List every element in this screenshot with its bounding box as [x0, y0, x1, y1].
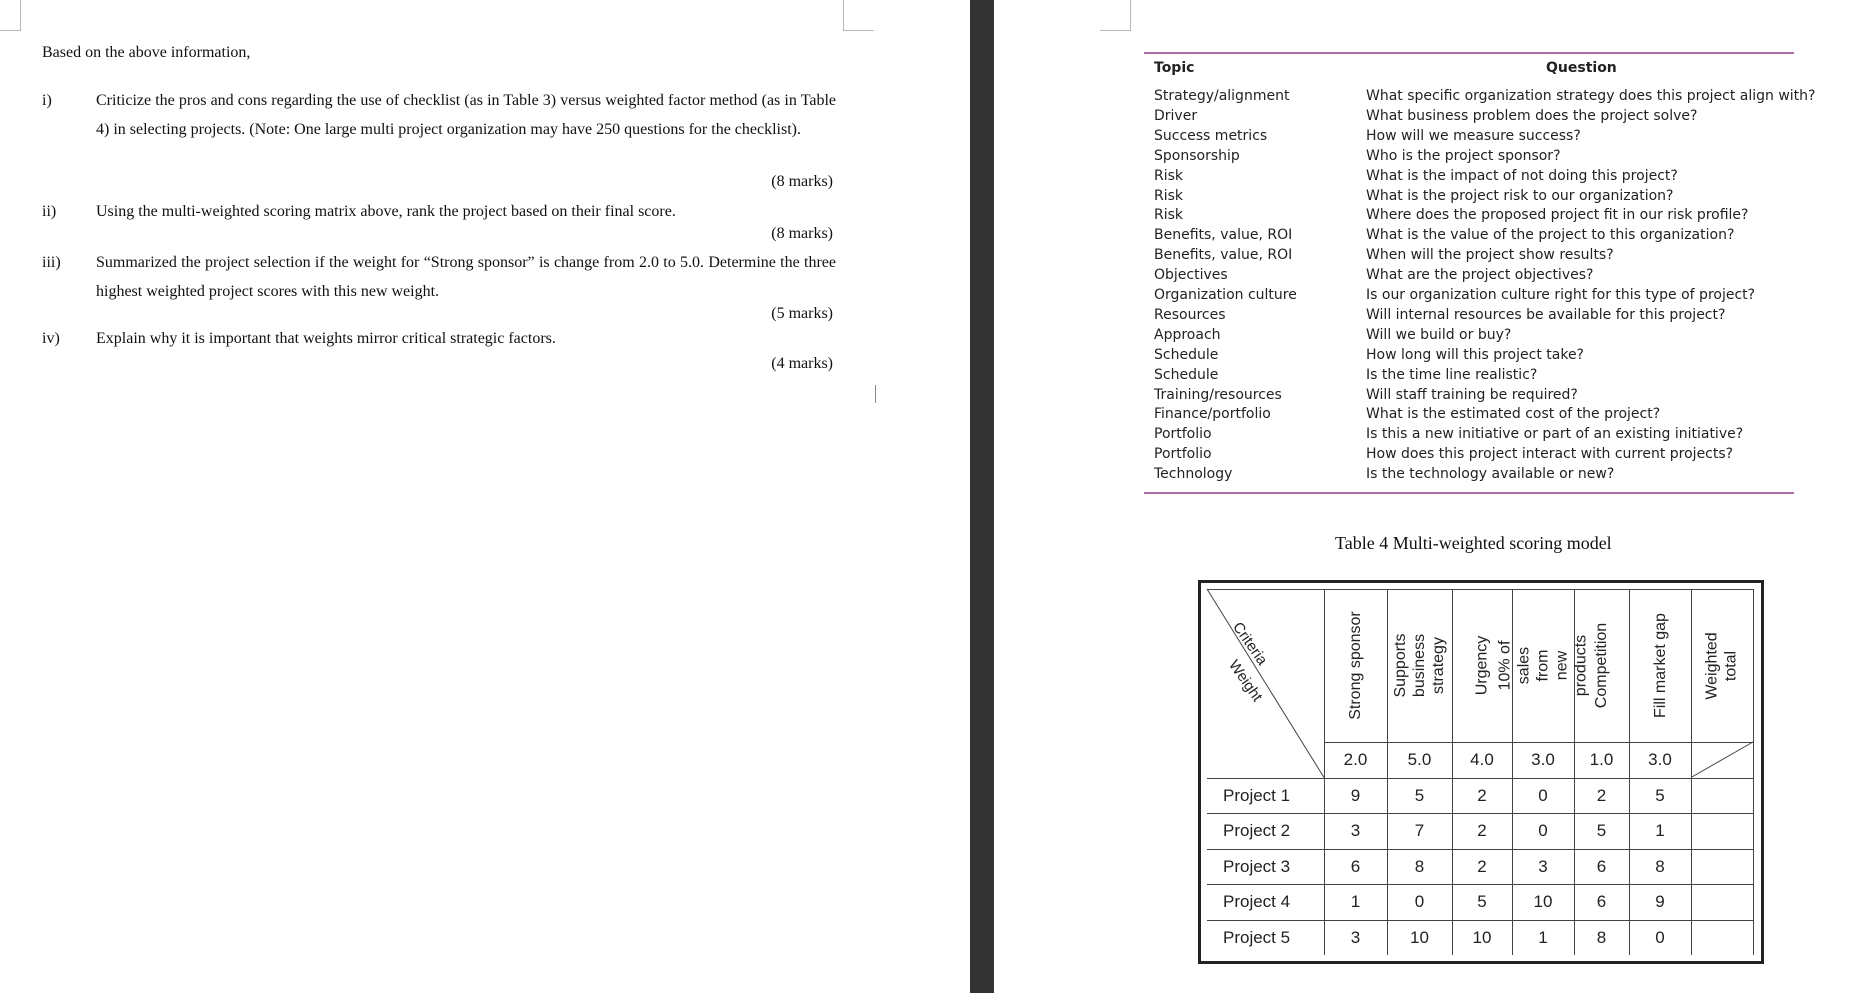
question-cell: How long will this project take?: [1366, 346, 1584, 363]
score-cell: 5: [1477, 892, 1487, 911]
score-cell: 1: [1655, 821, 1665, 840]
topic-cell: Resources: [1154, 306, 1226, 323]
column-header-label: Urgency: [1473, 635, 1491, 696]
column-header-label: Supports business strategy: [1392, 633, 1447, 698]
column-header-label: 10% of sales from new products: [1496, 634, 1590, 697]
corner-criteria-label: Criteria: [1229, 619, 1271, 669]
score-cell: 7: [1414, 821, 1425, 840]
crop-mark-left-top-right: [843, 0, 874, 31]
topic-cell: Benefits, value, ROI: [1154, 227, 1293, 244]
column-header-label: Weighted total: [1704, 631, 1740, 700]
weight-cell: 4.0: [1470, 750, 1494, 769]
topic-cell: Portfolio: [1154, 446, 1212, 463]
topic-cell: Driver: [1154, 107, 1198, 124]
column-header: [1629, 589, 1691, 742]
topic-cell: Success metrics: [1154, 127, 1268, 144]
crop-mark-right-top: [1100, 0, 1131, 31]
table4-caption: Table 4 Multi-weighted scoring model: [1335, 533, 1612, 553]
question-cell: Who is the project sponsor?: [1366, 147, 1561, 164]
question-cell: Is our organization culture right for this type of project?: [1366, 287, 1756, 303]
question-number: ii): [42, 203, 57, 220]
score-cell: 2: [1596, 785, 1607, 805]
question-cell: Is the time line realistic?: [1366, 366, 1538, 383]
page-divider: [970, 0, 994, 993]
topic-cell: Schedule: [1154, 366, 1219, 383]
project-name: Project 1: [1223, 785, 1291, 805]
question-number: iv): [42, 330, 60, 347]
question-cell: How does this project interact with current projects?: [1366, 446, 1734, 463]
question-text: Using the multi-weighted scoring matrix above, rank the project based on their final score.: [96, 203, 676, 220]
column-header: [1324, 589, 1387, 742]
scoring-matrix: [1198, 580, 1764, 964]
question-cell: Will internal resources be available for this project?: [1366, 306, 1726, 323]
score-cell: 3: [1538, 856, 1548, 876]
question-marks: (4 marks): [771, 355, 833, 372]
score-cell: 0: [1414, 892, 1425, 911]
table-top-rule: [1144, 52, 1794, 54]
score-cell: 2: [1477, 856, 1487, 876]
question-cell: Where does the proposed project fit in our risk profile?: [1366, 207, 1749, 224]
weight-cell: 3.0: [1648, 750, 1672, 769]
score-cell: 9: [1655, 892, 1665, 911]
topic-cell: Technology: [1154, 466, 1233, 483]
weight-cell: 5.0: [1407, 750, 1432, 769]
topic-cell: Portfolio: [1154, 426, 1212, 443]
score-cell: 6: [1350, 856, 1361, 876]
question-cell: What are the project objectives?: [1366, 267, 1594, 284]
project-name: Project 4: [1223, 892, 1291, 911]
table-bottom-rule: [1144, 492, 1794, 494]
score-cell: 6: [1596, 856, 1607, 876]
score-cell: 6: [1596, 892, 1607, 911]
topic-cell: Sponsorship: [1154, 147, 1240, 164]
score-cell: 0: [1538, 821, 1548, 840]
topic-cell: Schedule: [1154, 346, 1219, 363]
topic-cell: Finance/portfolio: [1154, 406, 1271, 423]
weight-cell: 3.0: [1531, 750, 1555, 769]
score-cell: 0: [1655, 927, 1665, 947]
crop-mark-left-top: [0, 0, 21, 31]
score-cell: 5: [1414, 785, 1425, 805]
topic-cell: Strategy/alignment: [1154, 88, 1290, 104]
question-cell: What specific organization strategy does this project align with?: [1366, 88, 1816, 104]
corner-diagonal: [1207, 589, 1324, 778]
project-name: Project 2: [1223, 821, 1291, 840]
question-number: iii): [42, 254, 61, 271]
score-cell: 2: [1477, 821, 1487, 840]
question-cell: What is the value of the project to this organization?: [1366, 227, 1735, 244]
question-cell: What is the impact of not doing this project?: [1366, 167, 1678, 184]
topic-cell: Organization culture: [1154, 287, 1297, 303]
question-cell: When will the project show results?: [1366, 247, 1614, 264]
project-name: Project 5: [1223, 927, 1291, 947]
question-marks: (5 marks): [771, 305, 833, 322]
column-header-label: Fill market gap: [1651, 613, 1669, 718]
project-name: Project 3: [1223, 856, 1291, 876]
column-header: [1691, 589, 1753, 742]
score-cell: 9: [1350, 785, 1361, 805]
intro-text: Based on the above information,: [42, 44, 251, 61]
question-cell: Will staff training be required?: [1366, 386, 1578, 403]
score-cell: 2: [1477, 785, 1487, 805]
score-cell: 8: [1655, 856, 1665, 876]
question-cell: Is the technology available or new?: [1366, 466, 1615, 483]
question-text: Criticize the pros and cons regarding the use of checklist (as in Table 3) versus weighted factor method (as in Table 4) in selecting projects. (Note: One large multi project organization may have 250 questions for the checklist).: [96, 92, 836, 138]
score-cell: 10: [1472, 927, 1492, 947]
topic-cell: Risk: [1154, 167, 1184, 184]
corner-weight-label: Weight: [1225, 657, 1266, 705]
topic-cell: Objectives: [1154, 267, 1228, 284]
score-cell: 8: [1596, 927, 1607, 947]
question-number: i): [42, 92, 52, 109]
column-header: [1496, 589, 1590, 742]
column-header-label: Competition: [1593, 622, 1610, 709]
weight-cell: 2.0: [1343, 750, 1368, 769]
text-cursor: [875, 385, 876, 403]
weight-cell: 1.0: [1589, 750, 1614, 769]
question-marks: (8 marks): [771, 225, 833, 242]
question-text: Summarized the project selection if the weight for “Strong sponsor” is change from 2.0 to 5.0. Determine the three highest weighted project scores with this new weight.: [96, 254, 836, 300]
score-cell: 1: [1538, 927, 1548, 947]
question-text: Explain why it is important that weights mirror critical strategic factors.: [96, 330, 556, 347]
topic-cell: Approach: [1154, 326, 1221, 343]
score-cell: 1: [1350, 892, 1361, 911]
score-cell: 10: [1533, 892, 1553, 911]
topic-cell: Risk: [1154, 187, 1184, 204]
score-cell: 5: [1655, 785, 1665, 805]
score-cell: 0: [1538, 785, 1548, 805]
question-marks: (8 marks): [771, 173, 833, 190]
question-cell: What business problem does the project solve?: [1366, 107, 1698, 124]
column-header: [1574, 589, 1629, 742]
score-cell: 3: [1350, 927, 1361, 947]
score-cell: 5: [1596, 821, 1607, 840]
score-cell: 8: [1414, 856, 1425, 876]
question-cell: What is the estimated cost of the project?: [1366, 406, 1661, 423]
column-header-label: Strong sponsor: [1347, 611, 1365, 720]
question-cell: How will we measure success?: [1366, 127, 1581, 144]
score-cell: 3: [1350, 821, 1361, 840]
score-cell: 10: [1410, 927, 1429, 947]
topic-cell: Risk: [1154, 207, 1184, 224]
header-question: Question: [1546, 60, 1617, 76]
header-topic: Topic: [1154, 60, 1195, 76]
topic-cell: Benefits, value, ROI: [1154, 247, 1293, 264]
question-cell: Is this a new initiative or part of an existing initiative?: [1366, 426, 1744, 443]
question-cell: Will we build or buy?: [1366, 326, 1512, 343]
topic-cell: Training/resources: [1154, 386, 1282, 403]
weighted-total-diagonal: [1691, 742, 1753, 778]
question-cell: What is the project risk to our organization?: [1366, 187, 1674, 204]
column-header: [1387, 589, 1452, 742]
